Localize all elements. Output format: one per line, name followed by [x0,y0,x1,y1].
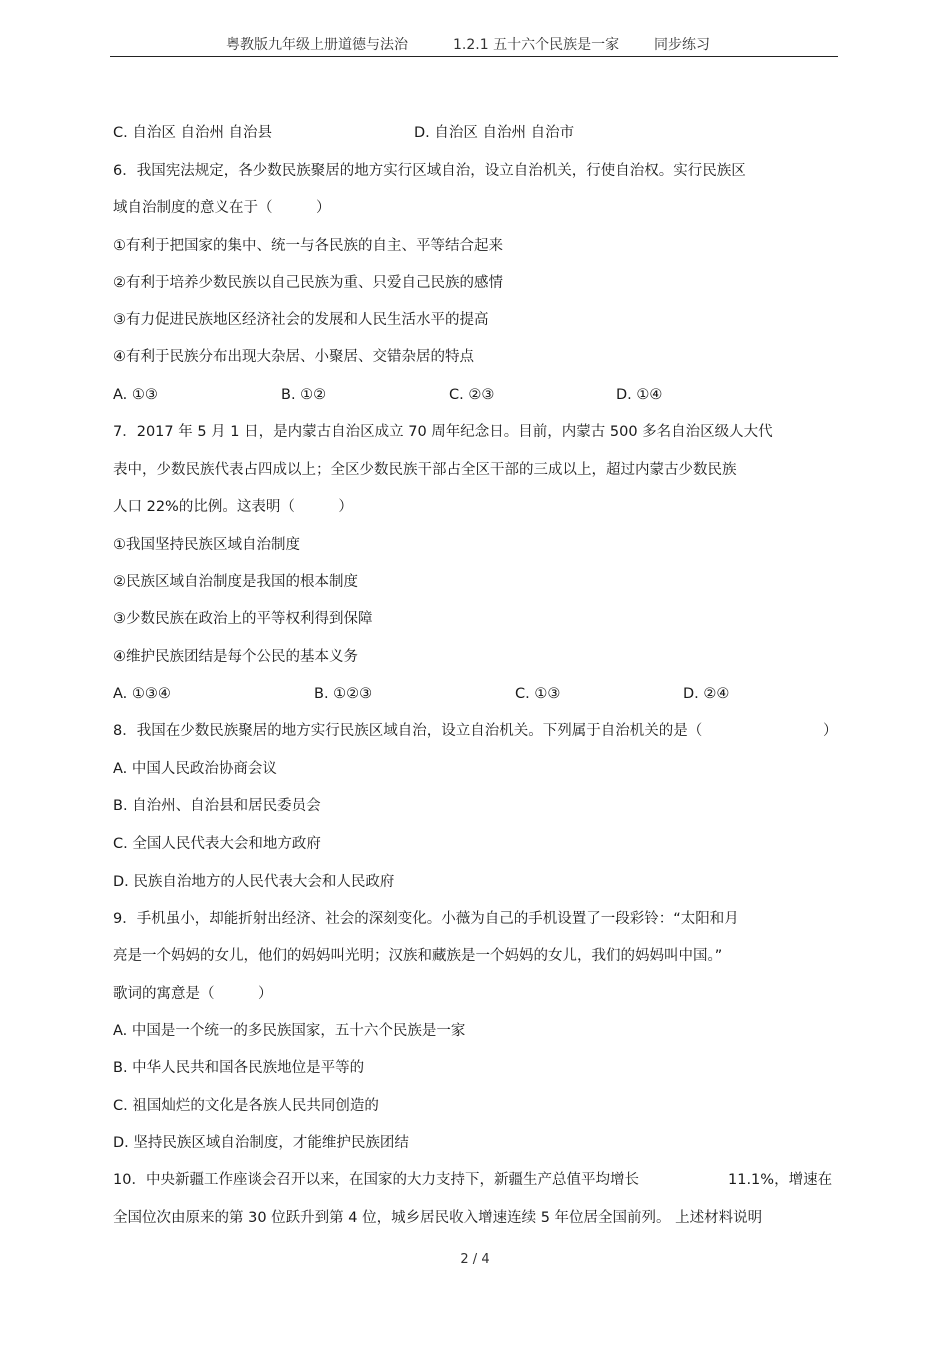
q7-stem-line-1: 7．2017 年 5 月 1 日，是内蒙古自治区成立 70 周年纪念日。目前，内蒙古 500 多名自治区级人大代 [113,424,773,440]
q7-option-b: B. ①②③ [314,686,373,702]
q6-option-b: B. ①② [281,387,327,403]
q6-statement-3: ③有力促进民族地区经济社会的发展和人民生活水平的提高 [113,312,489,328]
q9-option-b: B. 中华人民共和国各民族地位是平等的 [113,1060,365,1076]
q6-stem-line-2: 域自治制度的意义在于（ ） [113,200,331,216]
q5-option-c: C. 自治区 自治州 自治县 [113,125,273,141]
header-lesson-title: 1.2.1 五十六个民族是一家 [453,37,620,53]
q7-option-a: A. ①③④ [113,686,171,702]
page-header [110,34,838,57]
q6-option-d: D. ①④ [616,387,663,403]
q10-stem-line-1-tail: 11.1%，增速在 [728,1172,833,1188]
q8-stem: 8．我国在少数民族聚居的地方实行民族区域自治，设立自治机关。下列属于自治机关的是（ [113,723,703,739]
q10-stem-line-1: 10．中央新疆工作座谈会召开以来，在国家的大力支持下，新疆生产总值平均增长 [113,1172,639,1188]
q6-statement-1: ①有利于把国家的集中、统一与各民族的自主、平等结合起来 [113,238,503,254]
q8-option-d: D. 民族自治地方的人民代表大会和人民政府 [113,874,395,890]
q6-stem-line-1: 6．我国宪法规定，各少数民族聚居的地方实行区域自治，设立自治机关，行使自治权。实行民族区 [113,163,746,179]
q5-option-d: D. 自治区 自治州 自治市 [414,125,575,141]
header-book-title: 粤教版九年级上册道德与法治 [226,37,408,53]
q7-option-c: C. ①③ [515,686,561,702]
q10-stem-line-2: 全国位次由原来的第 30 位跃升到第 4 位，城乡居民收入增速连续 5 年位居全国前列。 上述材料说明 [113,1210,763,1226]
q8-option-c: C. 全国人民代表大会和地方政府 [113,836,321,852]
q8-stem-close-paren: ） [823,723,838,739]
q9-option-a: A. 中国是一个统一的多民族国家，五十六个民族是一家 [113,1023,466,1039]
page-number: 2 / 4 [460,1252,490,1267]
q7-option-d: D. ②④ [683,686,730,702]
q8-option-a: A. 中国人民政治协商会议 [113,761,277,777]
q9-stem-line-2: 亮是一个妈妈的女儿，他们的妈妈叫光明；汉族和藏族是一个妈妈的女儿，我们的妈妈叫中国。” [113,948,723,964]
q9-option-c: C. 祖国灿烂的文化是各族人民共同创造的 [113,1098,379,1114]
q7-statement-3: ③少数民族在政治上的平等权利得到保障 [113,611,373,627]
q7-statement-1: ①我国坚持民族区域自治制度 [113,537,300,553]
q6-option-c: C. ②③ [449,387,495,403]
q9-option-d: D. 坚持民族区域自治制度，才能维护民族团结 [113,1135,409,1151]
q6-option-a: A. ①③ [113,387,158,403]
q6-statement-4: ④有利于民族分布出现大杂居、小聚居、交错杂居的特点 [113,349,474,365]
q7-stem-line-2: 表中，少数民族代表占四成以上；全区少数民族干部占全区干部的三成以上，超过内蒙古少数民族 [113,462,737,478]
q9-stem-line-1: 9．手机虽小，却能折射出经济、社会的深刻变化。小薇为自己的手机设置了一段彩铃：“太阳和月 [113,911,739,927]
q7-stem-line-3: 人口 22%的比例。这表明（ ） [113,499,353,515]
q7-statement-4: ④维护民族团结是每个公民的基本义务 [113,649,358,665]
header-exercise-type: 同步练习 [654,37,710,53]
q7-statement-2: ②民族区域自治制度是我国的根本制度 [113,574,358,590]
q9-stem-line-3: 歌词的寓意是（ ） [113,986,273,1002]
q8-option-b: B. 自治州、自治县和居民委员会 [113,798,321,814]
q6-statement-2: ②有利于培养少数民族以自己民族为重、只爱自己民族的感情 [113,275,503,291]
